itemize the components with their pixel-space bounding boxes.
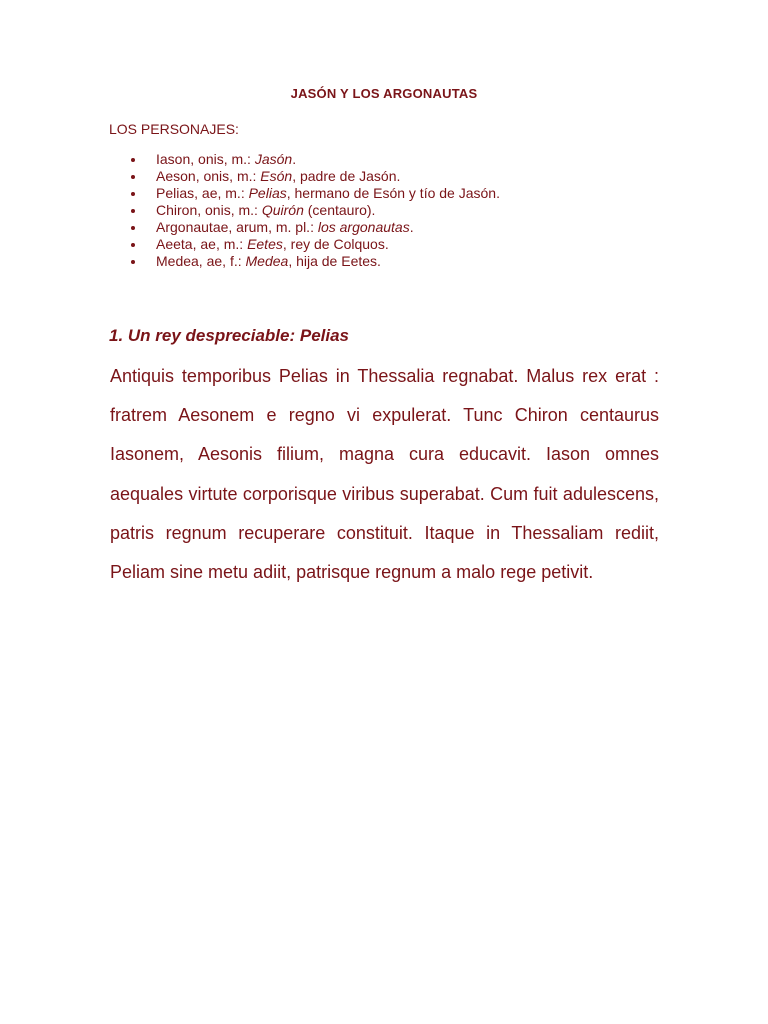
characters-label: LOS PERSONAJES:: [109, 121, 239, 137]
spanish-name: Esón: [260, 168, 293, 184]
paragraph-line: Peliam sine metu adiit, patrisque regnum a malo rege petivit.: [110, 562, 594, 583]
spanish-name: Eetes: [247, 236, 283, 252]
list-item: [156, 253, 500, 270]
list-item: [156, 202, 500, 219]
list-item: [156, 219, 500, 236]
latin-entry: Argonautae, arum, m. pl.:: [156, 219, 318, 235]
latin-paragraph: [110, 357, 659, 592]
list-item: [156, 236, 500, 253]
entry-note: (centauro).: [303, 202, 376, 218]
entry-note: , hermano de Esón y tío de Jasón.: [286, 185, 500, 201]
spanish-name: Jasón: [254, 151, 293, 167]
latin-entry: Aeeta, ae, m.:: [156, 236, 248, 252]
list-item: [156, 151, 500, 168]
spanish-name: Pelias: [248, 185, 287, 201]
list-item: [156, 185, 500, 202]
paragraph-line: aequales virtute corporisque viribus superabat. Cum fuit adulescens,: [110, 483, 659, 504]
entry-note: , padre de Jasón.: [292, 168, 401, 184]
paragraph-line: fratrem Aesonem e regno vi expulerat. Tunc Chiron centaurus: [110, 405, 659, 426]
document-title: JASÓN Y LOS ARGONAUTAS: [290, 86, 478, 101]
section-heading: 1. Un rey despreciable: Pelias: [109, 326, 350, 345]
latin-entry: Chiron, onis, m.:: [156, 202, 262, 218]
latin-entry: Medea, ae, f.:: [156, 253, 246, 269]
entry-note: , hija de Eetes.: [288, 253, 381, 269]
latin-entry: Iason, onis, m.:: [156, 151, 255, 167]
paragraph-line: patris regnum recuperare constituit. Itaque in Thessaliam rediit,: [110, 522, 659, 543]
list-item: [156, 168, 500, 185]
spanish-name: Quirón: [261, 202, 304, 218]
entry-note: , rey de Colquos.: [282, 236, 389, 252]
characters-list: [110, 151, 500, 270]
spanish-name: Medea: [245, 253, 289, 269]
entry-note: .: [409, 219, 414, 235]
paragraph-line: Iasonem, Aesonis filium, magna cura educavit. Iason omnes: [110, 444, 659, 465]
paragraph-line: Antiquis temporibus Pelias in Thessalia regnabat. Malus rex erat :: [110, 366, 659, 386]
latin-entry: Aeson, onis, m.:: [156, 168, 261, 184]
spanish-name: los argonautas: [317, 219, 410, 235]
entry-note: .: [292, 151, 297, 167]
latin-entry: Pelias, ae, m.:: [156, 185, 249, 201]
